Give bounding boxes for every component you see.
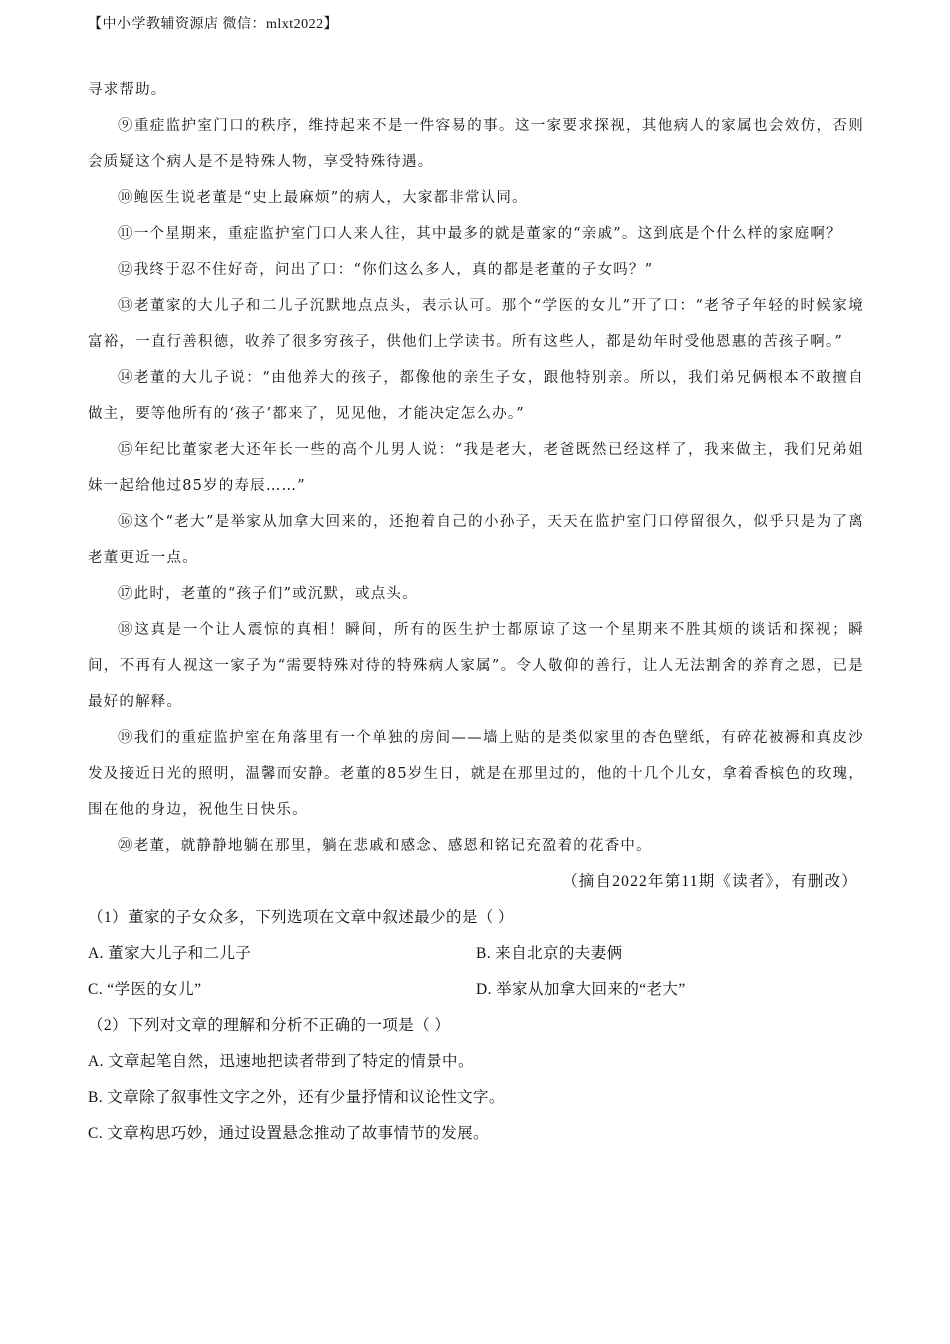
question-1	[88, 900, 864, 1008]
paragraph-12: ⑫我终于忍不住好奇，问出了口：“你们这么多人，真的都是老董的子女吗？”	[118, 262, 654, 278]
paragraph-19: ⑲我们的重症监护室在角落里有一个单独的房间——墙上贴的是类似家里的杏色壁纸，有碎花被褥和真皮沙发及接近日光的照明，温馨而安静。老董的85岁生日，就是在那里过的，他的十几个儿女，拿着香槟色的玫瑰，围在他的身边，祝他生日快乐。	[88, 730, 864, 818]
option-row	[88, 936, 864, 972]
question-2	[88, 1008, 864, 1152]
paragraph-20: ⑳老董，就静静地躺在那里，躺在悲戚和感念、感恩和铭记充盈着的花香中。	[118, 838, 652, 854]
paragraph-10: ⑩鲍医生说老董是“史上最麻烦”的病人，大家都非常认同。	[118, 190, 528, 206]
paragraph-13: ⑬老董家的大儿子和二儿子沉默地点点头，表示认可。那个“学医的女儿”开了口：“老爷子年轻的时候家境富裕，一直行善积德，收养了很多穷孩子，供他们上学读书。所有这些人，都是幼年时受他恩惠的苦孩子啊。”	[88, 298, 864, 350]
page-header-watermark: 【中小学教辅资源店 微信：mlxt2022】	[88, 17, 339, 32]
option-b: B. 来自北京的夫妻俩	[476, 945, 623, 962]
document-body	[88, 72, 864, 1152]
option-row	[88, 972, 864, 1008]
paragraph-17: ⑰此时，老董的“孩子们”或沉默，或点头。	[118, 586, 418, 602]
question-stem: （2）下列对文章的理解和分析不正确的一项是（ ）	[88, 1017, 451, 1034]
paragraph-16: ⑯这个“老大”是举家从加拿大回来的，还抱着自己的小孙子，天天在监护室门口停留很久，似乎只是为了离老董更近一点。	[88, 514, 864, 566]
paragraph-9: ⑨重症监护室门口的秩序，维持起来不是一件容易的事。这一家要求探视，其他病人的家属也会效仿，否则会质疑这个病人是不是特殊人物，享受特殊待遇。	[88, 118, 864, 170]
paragraph: 寻求帮助。	[88, 82, 167, 98]
option-a: A. 董家大儿子和二儿子	[88, 945, 252, 962]
paragraph-11: ⑪一个星期来，重症监护室门口人来人往，其中最多的就是董家的“亲戚”。这到底是个什么样的家庭啊？	[118, 226, 842, 242]
paragraph-18: ⑱这真是一个让人震惊的真相！瞬间，所有的医生护士都原谅了这一个星期来不胜其烦的谈话和探视；瞬间，不再有人视这一家子为“需要特殊对待的特殊病人家属”。令人敬仰的善行，让人无法割舍的养育之恩，已是最好的解释。	[88, 622, 864, 710]
source-citation: （摘自2022年第11期《读者》，有删改）	[562, 873, 858, 890]
paragraph-15: ⑮年纪比董家老大还年长一些的高个儿男人说：“我是老大，老爸既然已经这样了，我来做主，我们兄弟姐妹一起给他过85岁的寿辰……”	[88, 442, 864, 494]
option-b: B. 文章除了叙事性文字之外，还有少量抒情和议论性文字。	[88, 1089, 505, 1106]
question-stem: （1）董家的子女众多，下列选项在文章中叙述最少的是（ ）	[88, 909, 514, 926]
option-a: A. 文章起笔自然，迅速地把读者带到了特定的情景中。	[88, 1053, 474, 1070]
option-c: C. “学医的女儿”	[88, 981, 202, 998]
option-d: D. 举家从加拿大回来的“老大”	[476, 981, 686, 998]
paragraph-14: ⑭老董的大儿子说：“由他养大的孩子，都像他的亲生子女，跟他特别亲。所以，我们弟兄俩根本不敢擅自做主，要等他所有的‘孩子’都来了，见见他，才能决定怎么办。”	[88, 370, 864, 422]
option-c: C. 文章构思巧妙，通过设置悬念推动了故事情节的发展。	[88, 1125, 489, 1142]
